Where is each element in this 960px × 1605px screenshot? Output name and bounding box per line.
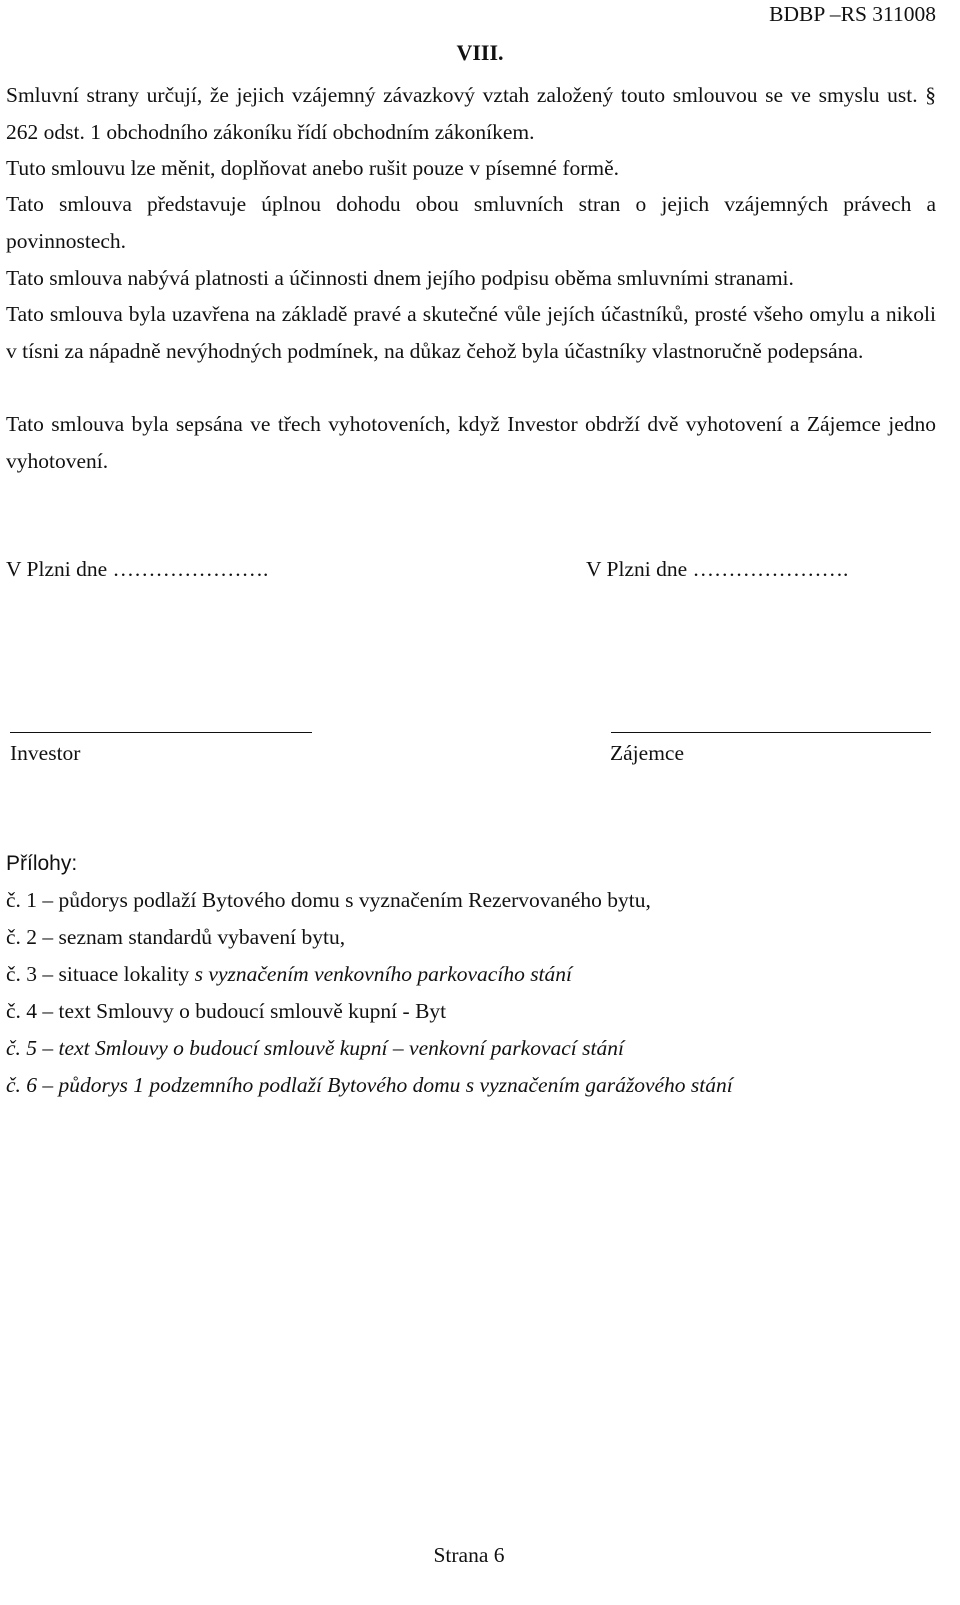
- page-number: Strana 6: [433, 1543, 505, 1567]
- attachment-item: [6, 1073, 733, 1098]
- paragraph-counterparts: Tato smlouva byla sepsána ve třech vyhotoveních, když Investor obdrží dvě vyhotovení a Zájemce jedno vyhotovení.: [6, 412, 936, 473]
- place-date-investor: V Plzni dne ………………….: [6, 557, 269, 581]
- attachment-item: [6, 999, 446, 1024]
- attachment-item: [6, 888, 651, 913]
- attachment-text-italic: č. 6 – půdorys 1 podzemního podlaží Bytového domu s vyznačením garážového stání: [6, 1073, 733, 1097]
- paragraph-free-will: Tato smlouva byla uzavřena na základě pravé a skutečné vůle jejích účastníků, prosté všeho omylu a nikoli v tísni za nápadně nevýhodných podmínek, na důkaz čehož byla účastníky vlastnoručně podepsána.: [6, 302, 936, 363]
- attachments-heading: Přílohy:: [6, 852, 78, 875]
- paragraph-effectiveness: Tato smlouva nabývá platnosti a účinnosti dnem jejího podpisu oběma smluvními stranami.: [6, 266, 794, 290]
- signature-line-investor: [10, 732, 312, 733]
- attachment-text-italic: s vyznačením venkovního parkovacího stání: [194, 962, 573, 986]
- document-code: BDBP –RS 311008: [769, 2, 936, 26]
- attachment-text: č. 4 – text Smlouvy o budoucí smlouvě kupní - Byt: [6, 999, 447, 1023]
- signature-label-investor: Investor: [10, 741, 81, 765]
- attachment-item: [6, 1036, 624, 1061]
- section-heading: VIII.: [456, 40, 504, 65]
- signature-label-applicant: Zájemce: [610, 741, 685, 765]
- attachment-text: č. 3 – situace lokality: [6, 962, 195, 986]
- place-date-applicant: V Plzni dne ………………….: [586, 557, 849, 581]
- paragraph-amendments: Tuto smlouvu lze měnit, doplňovat anebo rušit pouze v písemné formě.: [6, 156, 620, 180]
- attachment-item: [6, 962, 572, 987]
- paragraph-governing-law: Smluvní strany určují, že jejich vzájemný závazkový vztah založený touto smlouvou se ve smyslu ust. § 262 odst. 1 obchodního zákoníku řídí obchodním zákoníkem.: [6, 83, 936, 144]
- attachment-text: č. 2 – seznam standardů vybavení bytu,: [6, 925, 346, 949]
- paragraph-entire-agreement: Tato smlouva představuje úplnou dohodu obou smluvních stran o jejich vzájemných právech a povinnostech.: [6, 192, 936, 253]
- attachment-text: č. 1 – půdorys podlaží Bytového domu s vyznačením Rezervovaného bytu,: [6, 888, 651, 912]
- signature-line-applicant: [611, 732, 931, 733]
- attachment-item: [6, 925, 345, 950]
- attachment-text-italic: č. 5 – text Smlouvy o budoucí smlouvě kupní – venkovní parkovací stání: [6, 1036, 624, 1060]
